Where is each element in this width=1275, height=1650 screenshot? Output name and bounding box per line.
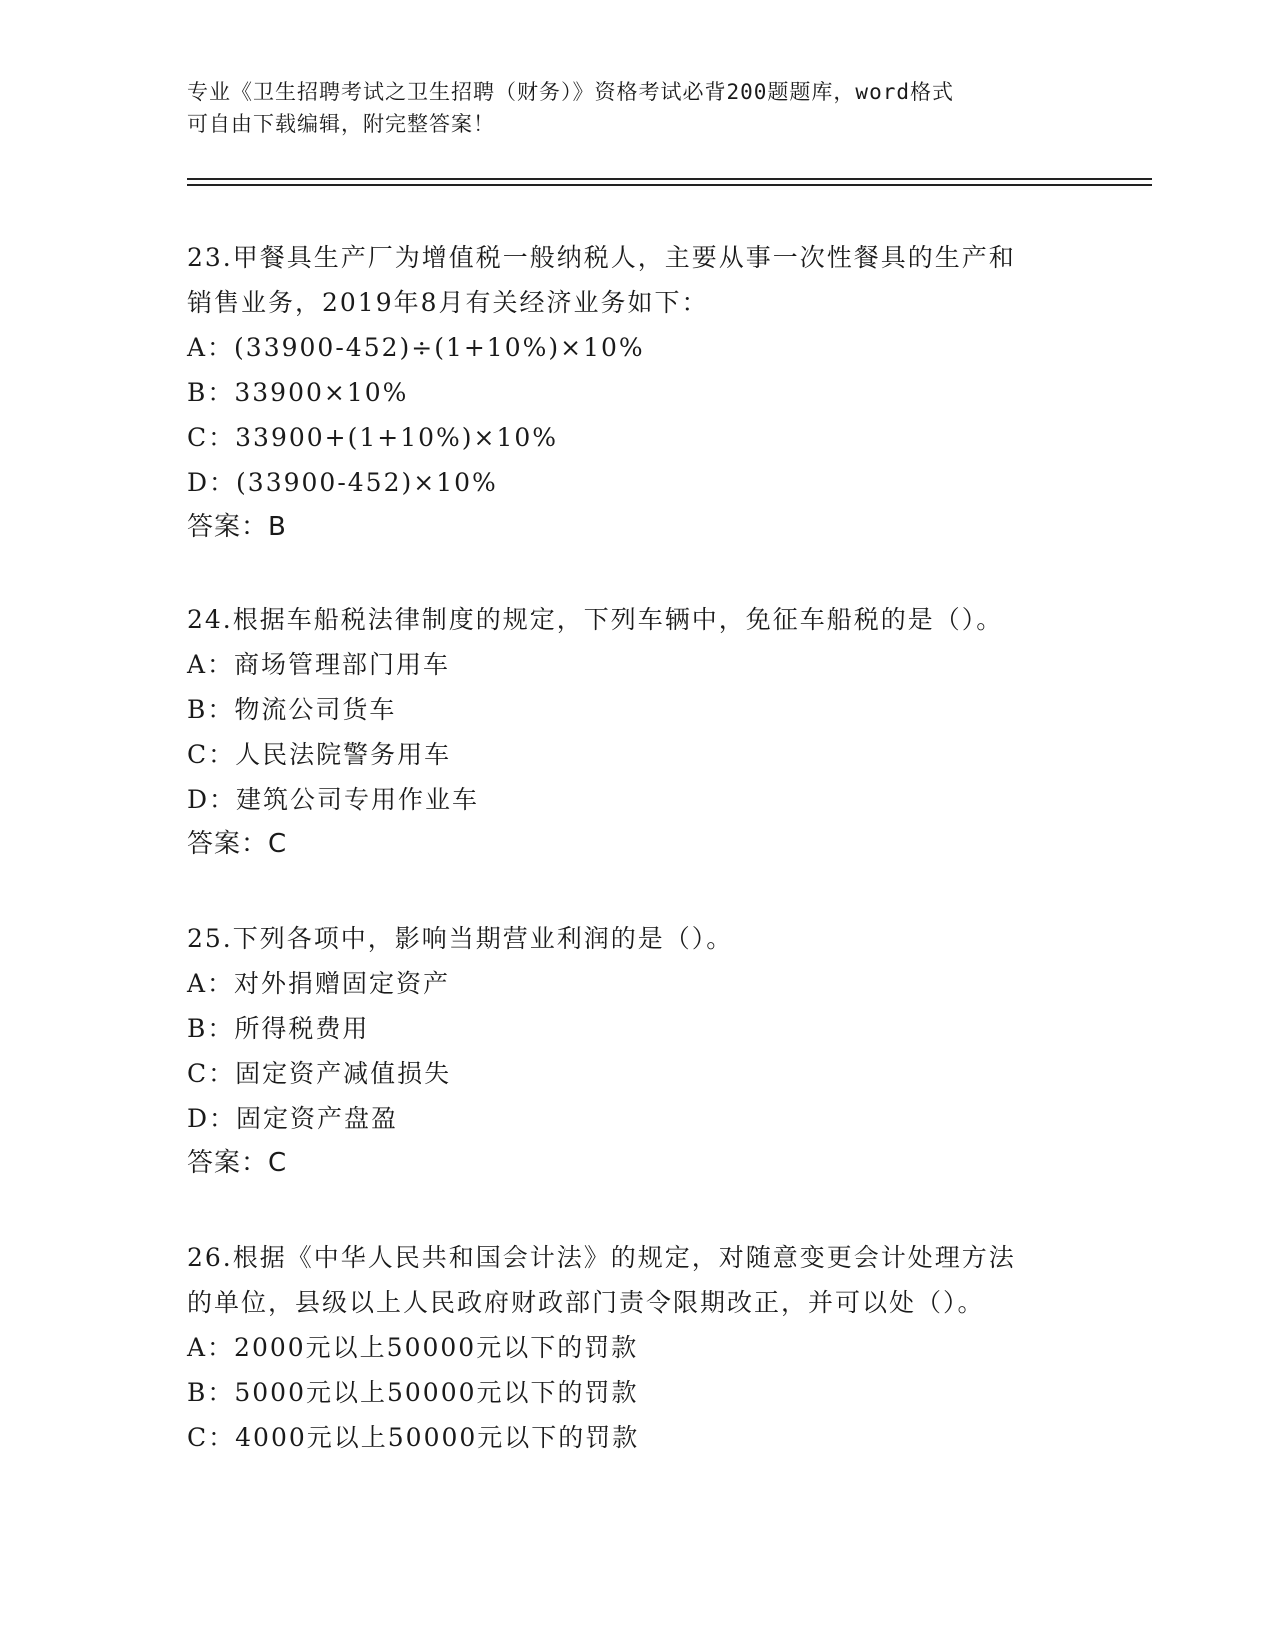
- answer: 答案：B: [187, 512, 287, 542]
- answer: 答案：C: [187, 1148, 288, 1178]
- option-c: C：4000元以上50000元以下的罚款: [187, 1423, 640, 1452]
- option-b: B：所得税费用: [187, 1014, 370, 1043]
- question-24: [187, 597, 1087, 867]
- option-a: A：(33900-452)÷(1+10%)×10%: [187, 333, 645, 362]
- option-c: C：人民法院警务用车: [187, 740, 452, 769]
- document-header: [187, 76, 1067, 140]
- question-26: [187, 1235, 1087, 1460]
- question-23: [187, 235, 1087, 550]
- header-line-1: 专业《卫生招聘考试之卫生招聘（财务）》资格考试必背200题题库，word格式: [187, 80, 954, 104]
- option-d: D：(33900-452)×10%: [187, 468, 498, 497]
- answer: 答案：C: [187, 829, 288, 859]
- option-a: A：对外捐赠固定资产: [187, 969, 451, 998]
- question-25: [187, 916, 1087, 1186]
- option-b: B：33900×10%: [187, 378, 409, 407]
- question-text-line: 25.下列各项中，影响当期营业利润的是（）。: [187, 924, 734, 953]
- option-d: D：建筑公司专用作业车: [187, 785, 480, 814]
- header-line-2: 可自由下载编辑，附完整答案！: [187, 112, 495, 136]
- question-text-line: 26.根据《中华人民共和国会计法》的规定，对随意变更会计处理方法: [187, 1243, 1016, 1272]
- option-c: C：33900+(1+10%)×10%: [187, 423, 559, 452]
- question-text-line: 的单位，县级以上人民政府财政部门责令限期改正，并可以处（）。: [187, 1288, 985, 1317]
- question-text-line: 23.甲餐具生产厂为增值税一般纳税人，主要从事一次性餐具的生产和: [187, 243, 1016, 272]
- header-divider-bottom: [187, 184, 1152, 186]
- option-a: A：商场管理部门用车: [187, 650, 451, 679]
- question-text-line: 销售业务，2019年8月有关经济业务如下：: [187, 288, 709, 317]
- option-c: C：固定资产减值损失: [187, 1059, 452, 1088]
- header-divider-top: [187, 178, 1152, 180]
- question-text-line: 24.根据车船税法律制度的规定，下列车辆中，免征车船税的是（）。: [187, 605, 1004, 634]
- option-a: A：2000元以上50000元以下的罚款: [187, 1333, 639, 1362]
- option-d: D：固定资产盘盈: [187, 1104, 399, 1133]
- option-b: B：5000元以上50000元以下的罚款: [187, 1378, 639, 1407]
- option-b: B：物流公司货车: [187, 695, 397, 724]
